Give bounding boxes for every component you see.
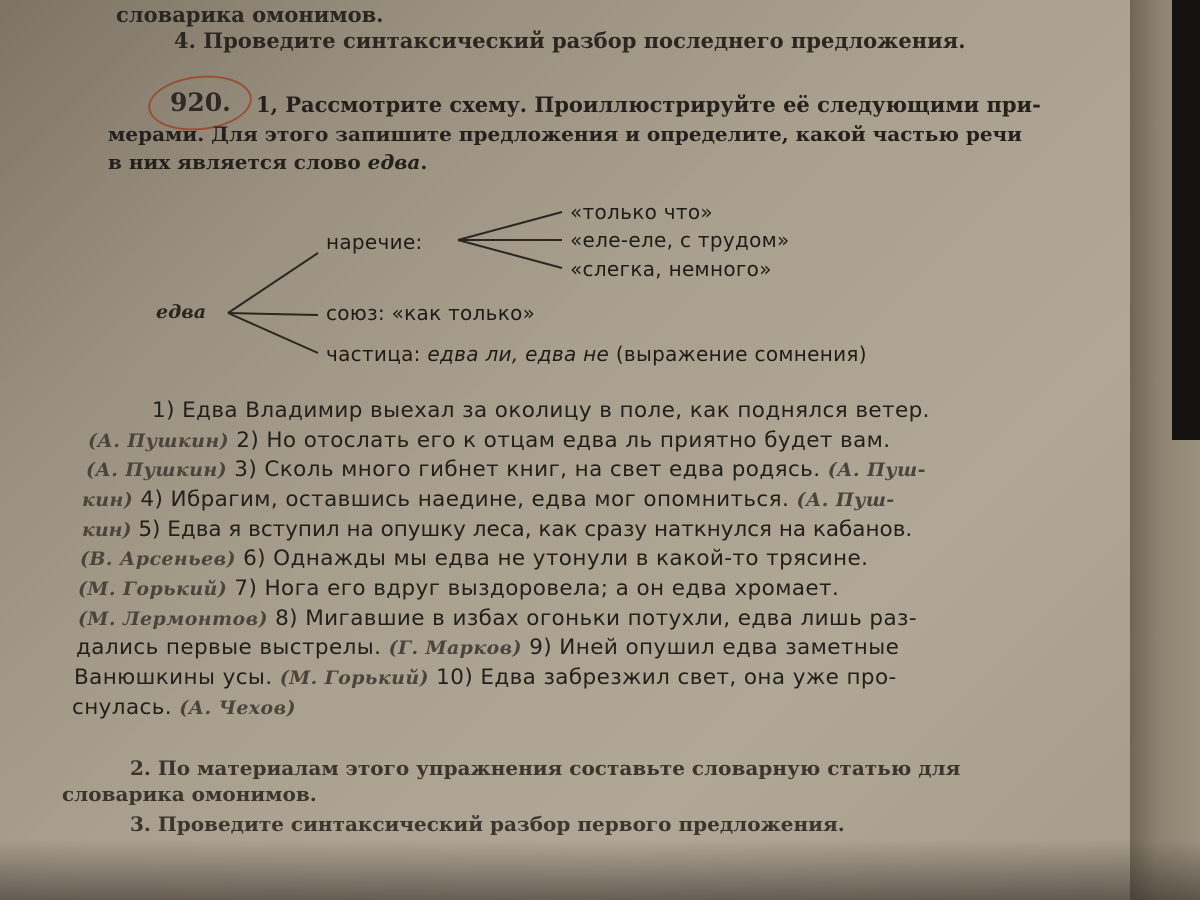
example-author: (А. Пушкин) bbox=[86, 459, 228, 481]
scheme-particle-note: (выражение сомнения) bbox=[615, 342, 867, 366]
exercise-instruction-line-2: мерами. Для этого запишите предложения и определите, какой частью речи bbox=[108, 122, 1023, 146]
next-task-line-3: 3. Проведите синтаксический разбор первого предложения. bbox=[130, 812, 845, 836]
branch-to-particle bbox=[228, 313, 318, 353]
scheme-root-word: едва bbox=[156, 301, 207, 323]
example-author: (М. Горький) bbox=[279, 667, 429, 689]
example-author: (А. Чехов) bbox=[179, 697, 296, 719]
example-author: (Г. Марков) bbox=[388, 637, 522, 659]
instruction-text: в них является слово bbox=[108, 150, 361, 174]
example-text: 2) Но отослать его к отцам едва ль приятно будет вам. bbox=[236, 428, 891, 453]
example-text: 8) Мигавшие в избах огоньки потухли, едва лишь раз- bbox=[275, 606, 918, 631]
example-author: (А. Пушкин) bbox=[88, 430, 230, 452]
example-line-5 bbox=[82, 517, 912, 542]
example-line-1 bbox=[152, 398, 930, 423]
example-line-11 bbox=[72, 695, 296, 720]
example-text: 9) Иней опушил едва заметные bbox=[529, 635, 900, 660]
example-line-2 bbox=[88, 428, 891, 453]
example-text: 5) Едва я вступил на опушку леса, как сразу наткнулся на кабанов. bbox=[138, 517, 913, 542]
example-text: 3) Сколь много гибнет книг, на свет едва родясь. bbox=[234, 457, 821, 482]
exercise-instruction-line-1: 1, Рассмотрите схему. Проиллюстрируйте её следующими при- bbox=[256, 92, 1041, 117]
example-text: 6) Однажды мы едва не утонули в какой-то трясине. bbox=[243, 546, 869, 571]
example-text: дались первые выстрелы. bbox=[76, 635, 382, 660]
page-bottom-shadow bbox=[0, 840, 1200, 900]
example-text: 7) Нога его вдруг выздоровела; а он едва хромает. bbox=[234, 576, 840, 601]
branch-to-conjunction bbox=[228, 313, 318, 315]
example-author: (А. Пуш- bbox=[796, 489, 895, 511]
example-text: Ванюшкины усы. bbox=[74, 665, 273, 690]
example-author: (В. Арсеньев) bbox=[80, 548, 236, 570]
scheme-particle-label: частица: bbox=[326, 342, 421, 366]
example-line-10 bbox=[74, 665, 897, 690]
example-text: снулась. bbox=[72, 695, 173, 720]
example-line-3 bbox=[86, 457, 926, 482]
example-author: (А. Пуш- bbox=[827, 459, 926, 481]
scheme-adverb-meaning-2: «еле-еле, с трудом» bbox=[570, 228, 790, 252]
example-author: кин) bbox=[82, 489, 134, 511]
example-text: 10) Едва забрезжил свет, она уже про- bbox=[436, 665, 897, 690]
scheme-adverb-label: наречие: bbox=[326, 230, 423, 254]
previous-task-line-2: 4. Проведите синтаксический разбор последнего предложения. bbox=[174, 28, 966, 53]
example-line-4 bbox=[82, 487, 895, 512]
scheme-adverb-meaning-1: «только что» bbox=[570, 200, 713, 224]
previous-task-line-1: словарика омонимов. bbox=[116, 2, 384, 27]
branch-to-adverb bbox=[228, 253, 318, 313]
example-line-7 bbox=[78, 576, 839, 601]
scheme-adverb-meaning-3: «слегка, немного» bbox=[570, 257, 772, 281]
exercise-number: 920. bbox=[170, 88, 231, 117]
example-author: (М. Горький) bbox=[78, 578, 228, 600]
example-line-6 bbox=[80, 546, 868, 571]
next-task-line-1: 2. По материалам этого упражнения составьте словарную статью для bbox=[130, 756, 961, 780]
example-text: 4) Ибрагим, оставшись наедине, едва мог опомниться. bbox=[140, 487, 790, 512]
example-line-8 bbox=[78, 606, 917, 631]
example-author: кин) bbox=[82, 519, 132, 541]
example-text: 1) Едва Владимир выехал за околицу в поле, как поднялся ветер. bbox=[152, 398, 930, 423]
branch-to-meaning-1 bbox=[458, 212, 562, 240]
example-line-9 bbox=[76, 635, 899, 660]
scheme-particle-examples: едва ли, едва не bbox=[427, 342, 610, 366]
branch-to-meaning-3 bbox=[458, 240, 562, 268]
exercise-instruction-line-3: в них является слово едва. bbox=[108, 150, 428, 174]
example-author: (М. Лермонтов) bbox=[78, 608, 268, 630]
scheme-particle bbox=[326, 342, 867, 366]
scheme-conjunction: союз: «как только» bbox=[326, 301, 536, 325]
instruction-keyword: едва bbox=[367, 150, 421, 174]
next-task-line-2: словарика омонимов. bbox=[62, 782, 317, 806]
